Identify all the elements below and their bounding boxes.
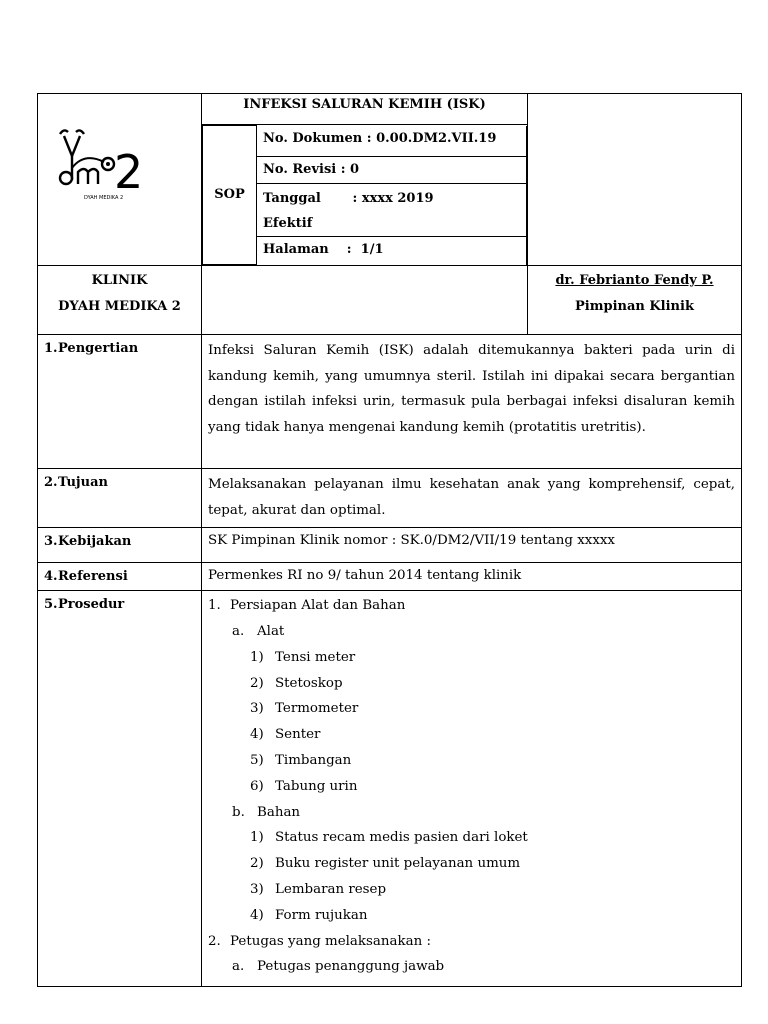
- header-blank-cell: [528, 94, 742, 266]
- prosedur-item-text: Lembaran resep: [275, 881, 387, 897]
- clinic-logo: [54, 122, 164, 202]
- section-number: 2.: [44, 475, 58, 490]
- section-label: Pengertian: [58, 341, 139, 356]
- halaman: Halaman : 1/1: [257, 236, 527, 265]
- prosedur-item: [208, 671, 735, 697]
- prosedur-item-text: Senter: [275, 727, 321, 743]
- text-tujuan: Melaksanakan pelayanan ilmu kesehatan anak yang komprehensif, cepat, tepat, akurat dan optimal.: [202, 469, 742, 528]
- prosedur-item-marker: 3): [250, 881, 264, 897]
- label-prosedur: [38, 591, 202, 987]
- prosedur-item-text: Alat: [257, 623, 285, 639]
- prosedur-item-marker: b.: [232, 804, 245, 820]
- prosedur-item: [208, 774, 735, 800]
- section-label: Kebijakan: [58, 534, 132, 550]
- section-label: Referensi: [58, 569, 128, 585]
- prosedur-item-marker: 1): [250, 830, 264, 846]
- prosedur-item-text: Petugas yang melaksanakan :: [230, 933, 431, 949]
- prosedur-item: [208, 800, 735, 826]
- text-pengertian: Infeksi Saluran Kemih (ISK) adalah ditemukannya bakteri pada urin di kandung kemih, yang umumnya steril. Istilah ini dipakai secara bergantian dengan istilah infeksi urin, termasuk pula berbagai infeksi disaluran kemih yang tidak hanya mengenai kandung kemih (protatitis uretritis).: [202, 335, 742, 469]
- prosedur-item-marker: 4): [250, 907, 264, 923]
- prosedur-item-text: Stetoskop: [275, 675, 343, 691]
- row-pengertian: [38, 335, 742, 469]
- prosedur-item: [208, 619, 735, 645]
- prosedur-item-marker: 3): [250, 701, 264, 717]
- prosedur-item-text: Timbangan: [275, 752, 352, 768]
- prosedur-item-marker: 2.: [208, 933, 221, 949]
- tanggal-line: Tanggal : xxxx 2019: [263, 190, 434, 206]
- row-referensi: [38, 563, 742, 591]
- sop-header-table: [37, 93, 742, 335]
- prosedur-item-text: Termometer: [275, 701, 359, 717]
- prosedur-item: [208, 877, 735, 903]
- prosedur-item-text: Form rujukan: [275, 907, 368, 923]
- head-name: dr. Febrianto Fendy P.: [555, 273, 714, 288]
- prosedur-item-text: Persiapan Alat dan Bahan: [230, 598, 406, 614]
- section-label: Prosedur: [58, 597, 125, 613]
- logo-cell: [38, 94, 202, 266]
- prosedur-item: [208, 929, 735, 955]
- prosedur-item-marker: a.: [232, 959, 245, 975]
- prosedur-item-marker: 2): [250, 675, 264, 691]
- prosedur-item: [208, 593, 735, 619]
- efektif-line: Efektif: [263, 215, 313, 231]
- signature-blank-cell: [202, 266, 528, 335]
- head-position: Pimpinan Klinik: [575, 299, 694, 314]
- prosedur-item: [208, 696, 735, 722]
- row-kebijakan: [38, 528, 742, 563]
- label-pengertian: [38, 335, 202, 469]
- section-number: 1.: [44, 341, 58, 356]
- clinic-line-1: KLINIK: [91, 273, 148, 288]
- prosedur-item-text: Tensi meter: [275, 649, 356, 665]
- document-info-table: [202, 125, 527, 265]
- prosedur-item: [208, 645, 735, 671]
- prosedur-item-marker: 2): [250, 856, 264, 872]
- section-number: 4.: [44, 569, 58, 585]
- no-dokumen: No. Dokumen : 0.00.DM2.VII.19: [257, 126, 527, 157]
- logo-caption: DYAH MEDIKA 2: [84, 195, 124, 201]
- prosedur-item: [208, 903, 735, 929]
- text-kebijakan: SK Pimpinan Klinik nomor : SK.0/DM2/VII/19 tentang xxxxx: [202, 528, 742, 563]
- label-tujuan: [38, 469, 202, 528]
- sop-label: SOP: [203, 126, 257, 265]
- row-tujuan: [38, 469, 742, 528]
- clinic-name-cell: [38, 266, 202, 335]
- prosedur-item-text: Petugas penanggung jawab: [257, 959, 445, 975]
- document-info-cell: [202, 125, 528, 266]
- no-revisi: No. Revisi : 0: [257, 156, 527, 183]
- prosedur-item-marker: 1.: [208, 598, 221, 614]
- prosedur-item-text: Tabung urin: [275, 778, 358, 794]
- sop-content-table: [37, 334, 742, 987]
- prosedur-item-text: Bahan: [257, 804, 301, 820]
- document-title: INFEKSI SALURAN KEMIH (ISK): [202, 94, 528, 125]
- prosedur-list: [202, 591, 742, 987]
- section-label: Tujuan: [58, 475, 108, 490]
- prosedur-item: [208, 851, 735, 877]
- prosedur-item: [208, 954, 735, 980]
- prosedur-item-marker: 5): [250, 752, 264, 768]
- clinic-head-cell: [528, 266, 742, 335]
- prosedur-item-marker: 4): [250, 727, 264, 743]
- prosedur-item: [208, 825, 735, 851]
- clinic-line-2: DYAH MEDIKA 2: [58, 299, 181, 314]
- text-referensi: Permenkes RI no 9/ tahun 2014 tentang klinik: [202, 563, 742, 591]
- prosedur-item-marker: 6): [250, 778, 264, 794]
- prosedur-item-text: Buku register unit pelayanan umum: [275, 856, 521, 872]
- prosedur-item: [208, 722, 735, 748]
- logo-mark: 2: [114, 145, 144, 199]
- prosedur-item: [208, 748, 735, 774]
- label-referensi: [38, 563, 202, 591]
- tanggal-efektif: [257, 183, 527, 236]
- row-prosedur: [38, 591, 742, 987]
- section-number: 5.: [44, 597, 58, 613]
- section-number: 3.: [44, 534, 58, 550]
- prosedur-item-text: Status recam medis pasien dari loket: [275, 830, 528, 846]
- prosedur-item-marker: 1): [250, 649, 264, 665]
- label-kebijakan: [38, 528, 202, 563]
- prosedur-item-marker: a.: [232, 623, 245, 639]
- sop-document: [37, 93, 741, 987]
